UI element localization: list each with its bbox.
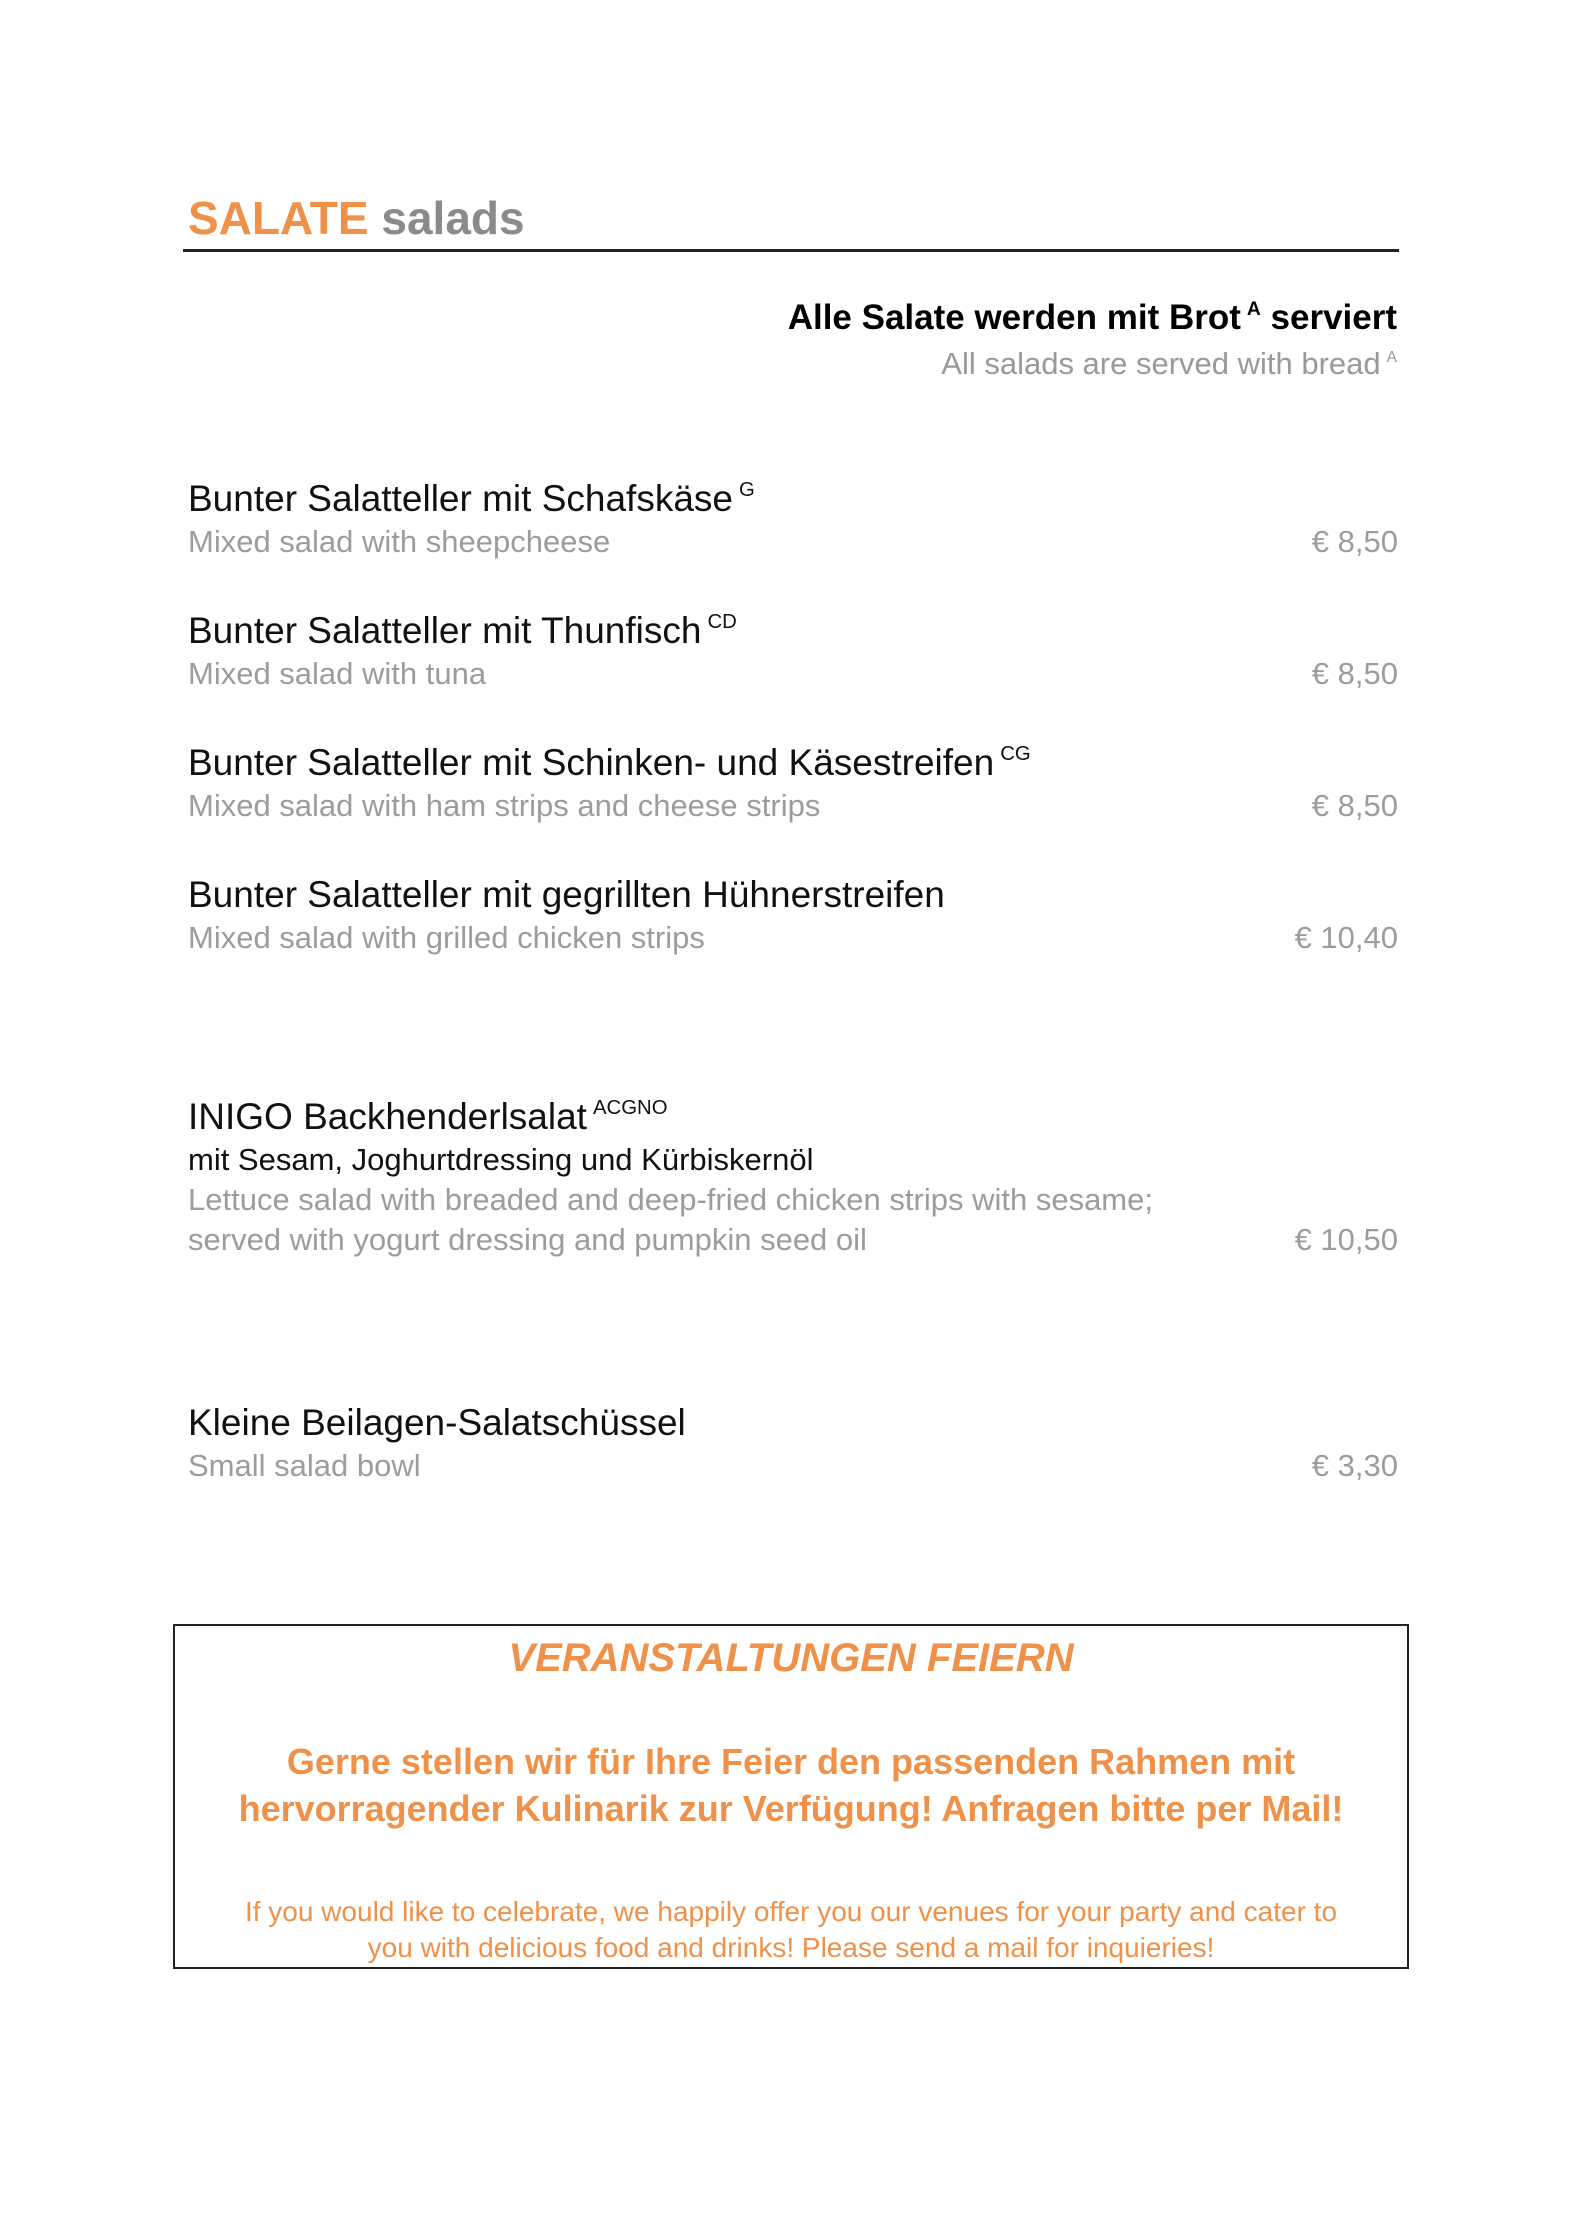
section-header [188,190,525,246]
events-body-en-line2: you with delicious food and drinks! Please send a mail for inquieries! [367,1932,1215,1963]
item-description: Mixed salad with ham strips and cheese strips [188,788,821,823]
item-name [188,476,1398,522]
item-name [188,740,1398,786]
item-allergens: G [738,478,755,501]
events-title: VERANSTALTUNGEN FEIERN [508,1636,1074,1680]
menu-item [188,740,1398,826]
bread-note-en-allergen: A [1386,349,1397,367]
item-description: Mixed salad with tuna [188,656,487,691]
item-price: € 8,50 [1311,656,1398,691]
events-body-en [175,1894,1407,1966]
item-name [188,1400,1398,1446]
menu-item [188,1400,1398,1486]
events-body-de-line1: Gerne stellen wir für Ihre Feier den passenden Rahmen mit [286,1741,1296,1782]
item-subtitle: mit Sesam, Joghurtdressing und Kürbiskernöl [188,1142,814,1177]
bread-note-de [788,298,1397,338]
item-price: € 10,40 [1294,920,1398,955]
events-box [173,1624,1409,1969]
menu-item [188,872,1398,958]
item-description: Lettuce salad with breaded and deep-fried chicken strips with sesame; [188,1182,1153,1217]
item-name [188,872,1398,918]
events-body-en-line1: If you would like to celebrate, we happily offer you our venues for your party and cater to [244,1896,1338,1927]
item-description: Small salad bowl [188,1448,421,1483]
item-price: € 8,50 [1311,524,1398,559]
bread-note-de-allergen: A [1246,298,1261,320]
item-name-text: Bunter Salatteller mit Schafskäse [188,478,733,519]
item-allergens: CD [707,610,737,633]
bread-note-en-text: All salads are served with bread [941,346,1381,381]
item-name [188,608,1398,654]
menu-item [188,608,1398,694]
bread-note-en [941,346,1397,382]
item-name-text: Bunter Salatteller mit Thunfisch [188,610,702,651]
item-description: Mixed salad with sheepcheese [188,524,611,559]
events-body-de [175,1738,1407,1832]
header-divider [183,249,1399,252]
item-name [188,1094,1398,1140]
item-name-text: Bunter Salatteller mit Schinken- und Käsestreifen [188,742,995,783]
item-allergens: ACGNO [592,1096,668,1119]
menu-item [188,1094,1398,1260]
item-description-line2: served with yogurt dressing and pumpkin seed oil [188,1222,867,1257]
events-body-de-line2: hervorragender Kulinarik zur Verfügung! Anfragen bitte per Mail! [238,1788,1344,1829]
menu-item [188,476,1398,562]
bread-note-de-suffix: serviert [1270,298,1397,337]
section-title-en: salads [381,192,525,244]
item-price: € 3,30 [1311,1448,1398,1483]
item-price: € 10,50 [1294,1222,1398,1257]
bread-note-de-text: Alle Salate werden mit Brot [787,298,1241,337]
item-price: € 8,50 [1311,788,1398,823]
item-name-text: Kleine Beilagen-Salatschüssel [188,1402,686,1443]
item-name-text: Bunter Salatteller mit gegrillten Hühnerstreifen [188,874,945,915]
item-description: Mixed salad with grilled chicken strips [188,920,705,955]
section-title-de: SALATE [188,192,369,244]
item-name-text: INIGO Backhenderlsalat [188,1096,587,1137]
item-allergens: CG [1000,742,1031,765]
